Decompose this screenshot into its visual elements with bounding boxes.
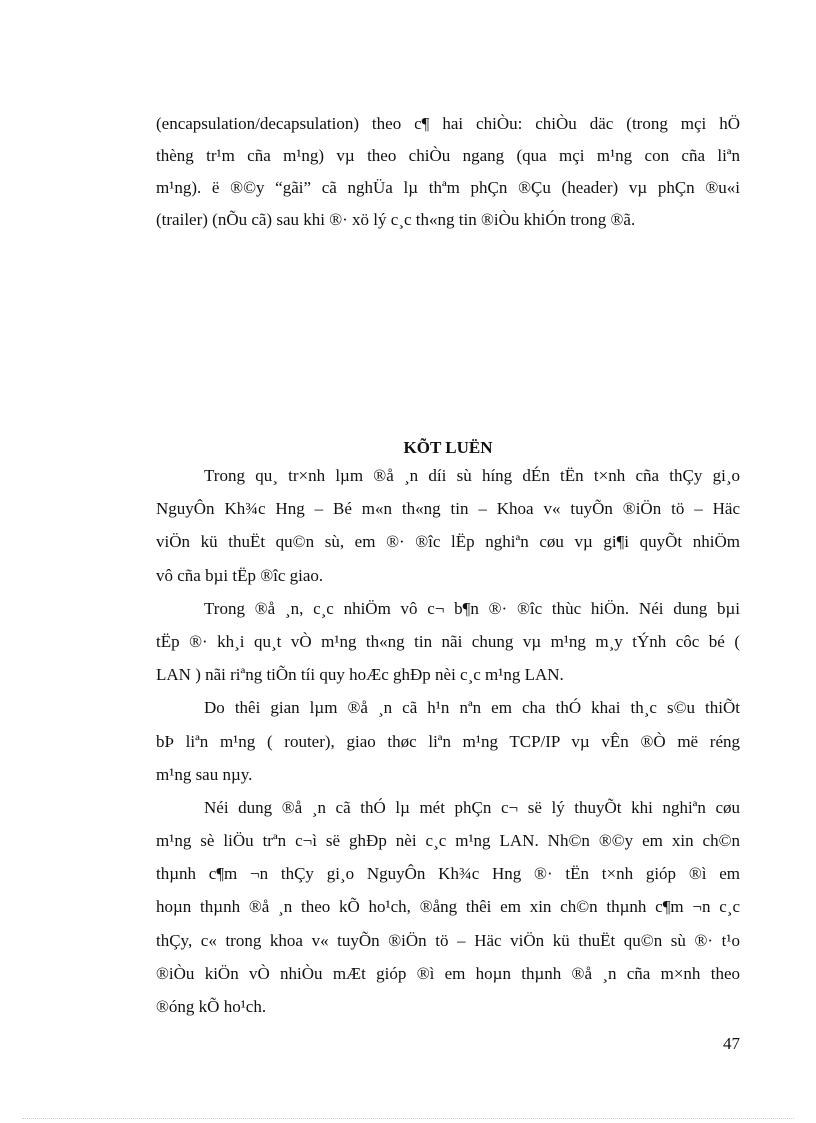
text-line: viÖn kü thuËt qu©n sù, em ®· ®îc lËp nghiªn cøu vµ gi¶i quyÕt nhiÖm xyxy=(156,532,740,552)
text-line: ®iÒu kiÖn vÒ nhiÒu mÆt gióp ®ì em hoµn thµnh ®å ¸n cña m×nh theo xyxy=(156,963,740,983)
text-line: vô cña bµi tËp ®îc giao. xyxy=(156,565,324,585)
text-line: m¹ng sau nµy. xyxy=(156,764,253,784)
page-bottom-divider xyxy=(22,1118,794,1119)
page-number: 47 xyxy=(723,1034,740,1053)
text-line: Trong ®å ¸n, c¸c nhiÖm vô c¬ b¶n ®· ®îc thùc hiÖn. Néi dung bµi xyxy=(204,598,740,618)
text-line: Do thêi gian lµm ®å ¸n cã h¹n nªn em cha thÓ khai th¸c s©u thiÕt xyxy=(204,698,740,718)
text-line: Trong qu¸ tr×nh lµm ®å ¸n díi sù híng dÉn tËn t×nh cña thÇy gi¸o xyxy=(204,466,740,485)
text-line: (trailer) (nÕu cã) sau khi ®· xö lý c¸c th«ng tin ®iÒu khiÓn trong ®ã. xyxy=(156,210,636,229)
text-line: thÇy, c« trong khoa v« tuyÕn ®iÖn tö – Häc viÖn kü thuËt qu©n sù ®· t¹o xyxy=(156,930,740,950)
conclusion-body xyxy=(156,459,740,1023)
text-line: (encapsulation/decapsulation) theo c¶ hai chiÒu: chiÒu däc (trong mçi hÖ xyxy=(156,114,740,133)
text-line: hoµn thµnh ®å ¸n theo kÕ ho¹ch, ®ång thêi em xin ch©n thµnh c¶m ¬n c¸c xyxy=(156,897,740,917)
text-line: thµnh c¶m ¬n thÇy gi¸o NguyÔn Kh¾c Hng ®· tËn t×nh gióp ®ì em xyxy=(156,864,740,884)
text-line: LAN ) nãi riªng tiÕn tíi quy hoÆc ghÐp nèi c¸c m¹ng LAN. xyxy=(156,665,564,685)
text-line: bÞ liªn m¹ng ( router), giao thøc liªn m¹ng TCP/IP vµ vÊn ®Ò më réng xyxy=(156,731,740,751)
intro-paragraph xyxy=(156,108,740,236)
text-line: ®óng kÕ ho¹ch. xyxy=(156,997,267,1016)
text-line: NguyÔn Kh¾c Hng – Bé m«n th«ng tin – Khoa v« tuyÕn ®iÖn tö – Häc xyxy=(156,499,740,519)
text-line: m¹ng sè liÖu trªn c¬ì së ghÐp nèi c¸c m¹ng LAN. Nh©n ®©y em xin ch©n xyxy=(156,831,740,851)
text-line: Néi dung ®å ¸n cã thÓ lµ mét phÇn c¬ së lý thuyÕt khi nghiªn cøu xyxy=(204,797,740,817)
text-line: thèng tr¹m cña m¹ng) vµ theo chiÒu ngang (qua mçi m¹ng con cña liªn xyxy=(156,146,740,165)
text-line: tËp ®· kh¸i qu¸t vÒ m¹ng th«ng tin nãi chung vµ m¹ng m¸y tÝnh côc bé ( xyxy=(156,631,740,651)
text-line: m¹ng). ë ®©y “gãi” cã nghÜa lµ thªm phÇn ®Çu (header) vµ phÇn ®u«i xyxy=(156,178,740,197)
section-heading: KÕT LUËN xyxy=(403,438,493,457)
